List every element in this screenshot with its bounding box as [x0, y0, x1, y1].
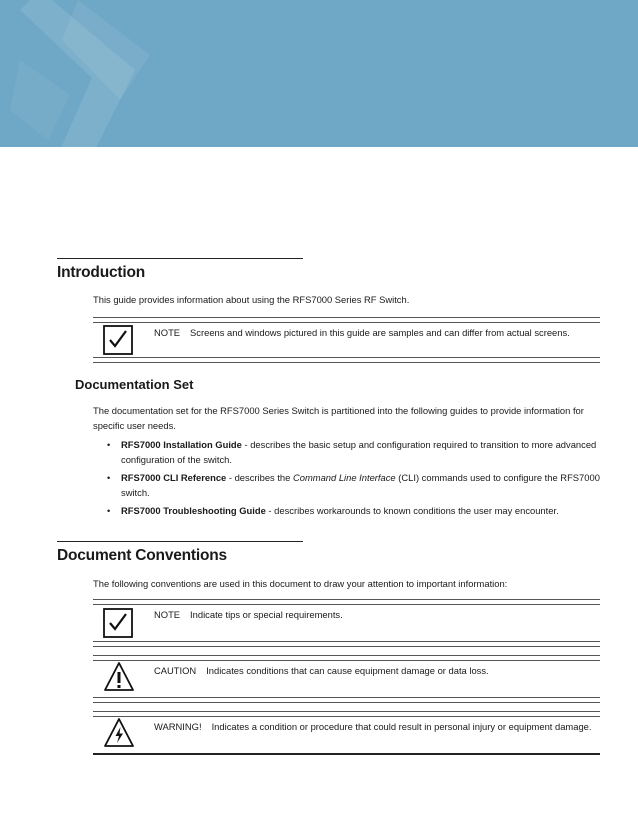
guide-description-cont: (CLI) commands used to configure the RFS7000 switch.	[121, 472, 600, 498]
section-rule-introduction	[57, 258, 303, 259]
caution-box	[93, 655, 600, 703]
bullet-glyph: •	[107, 439, 111, 450]
note-box-intro	[93, 317, 600, 363]
caution-text	[154, 664, 600, 677]
heading-introduction: Introduction	[57, 264, 145, 281]
guide-title: RFS7000 Installation Guide	[121, 439, 242, 450]
conventions-paragraph: The following conventions are used in this document to draw your attention to important information:	[93, 578, 508, 589]
guide-description: - describes the basic setup and configuration required to transition to more advanced configuration of the switch.	[121, 439, 597, 465]
guide-title: RFS7000 CLI Reference	[121, 472, 227, 483]
notice-bottom-rule	[93, 697, 600, 703]
guide-description: - describes the	[226, 472, 293, 483]
section-rule-conventions	[57, 541, 303, 542]
bullet-glyph: •	[107, 472, 111, 483]
heading-documentation-set: Documentation Set	[75, 377, 194, 392]
banner-arrow-graphic	[0, 0, 638, 147]
notice-top-rule	[93, 655, 600, 661]
guide-description: - describes workarounds to known conditions the user may encounter.	[265, 505, 559, 516]
note-text-intro	[154, 326, 600, 339]
list-item	[93, 437, 605, 467]
note-label: NOTE	[154, 327, 181, 338]
notice-top-rule	[93, 599, 600, 605]
warning-text	[154, 720, 600, 733]
checkmark-icon	[103, 608, 133, 643]
docset-paragraph: The documentation set for the RFS7000 Series Switch is partitioned into the following guides to provide information for specific user needs.	[93, 405, 584, 431]
notice-bottom-rule	[93, 753, 600, 757]
notice-top-rule	[93, 317, 600, 323]
notice-bottom-rule	[93, 357, 600, 363]
list-item	[93, 470, 605, 500]
note-body: Indicate tips or special requirements.	[190, 609, 343, 620]
warning-body: Indicates a condition or procedure that could result in personal injury or equipment damage.	[211, 721, 592, 732]
notice-top-rule	[93, 711, 600, 717]
intro-paragraph: This guide provides information about using the RFS7000 Series RF Switch.	[93, 294, 410, 305]
docset-list	[93, 437, 605, 521]
lightning-triangle-icon	[103, 717, 135, 754]
note-label: NOTE	[154, 609, 181, 620]
caution-label: CAUTION	[154, 665, 197, 676]
guide-title: RFS7000 Troubleshooting Guide	[121, 505, 266, 516]
checkmark-icon	[103, 325, 133, 360]
bullet-glyph: •	[107, 505, 111, 516]
exclamation-triangle-icon	[103, 661, 135, 698]
warning-box	[93, 711, 600, 759]
note-body: Screens and windows pictured in this guide are samples and can differ from actual screens.	[190, 327, 570, 338]
list-item	[93, 503, 605, 518]
warning-label: WARNING!	[154, 721, 202, 732]
guide-emphasis: Command Line Interface	[292, 472, 396, 483]
heading-document-conventions: Document Conventions	[57, 547, 227, 564]
note-text-conventions	[154, 608, 600, 621]
caution-body: Indicates conditions that can cause equipment damage or data loss.	[206, 665, 489, 676]
header-banner	[0, 0, 638, 147]
note-box-conventions	[93, 599, 600, 647]
notice-bottom-rule	[93, 641, 600, 647]
